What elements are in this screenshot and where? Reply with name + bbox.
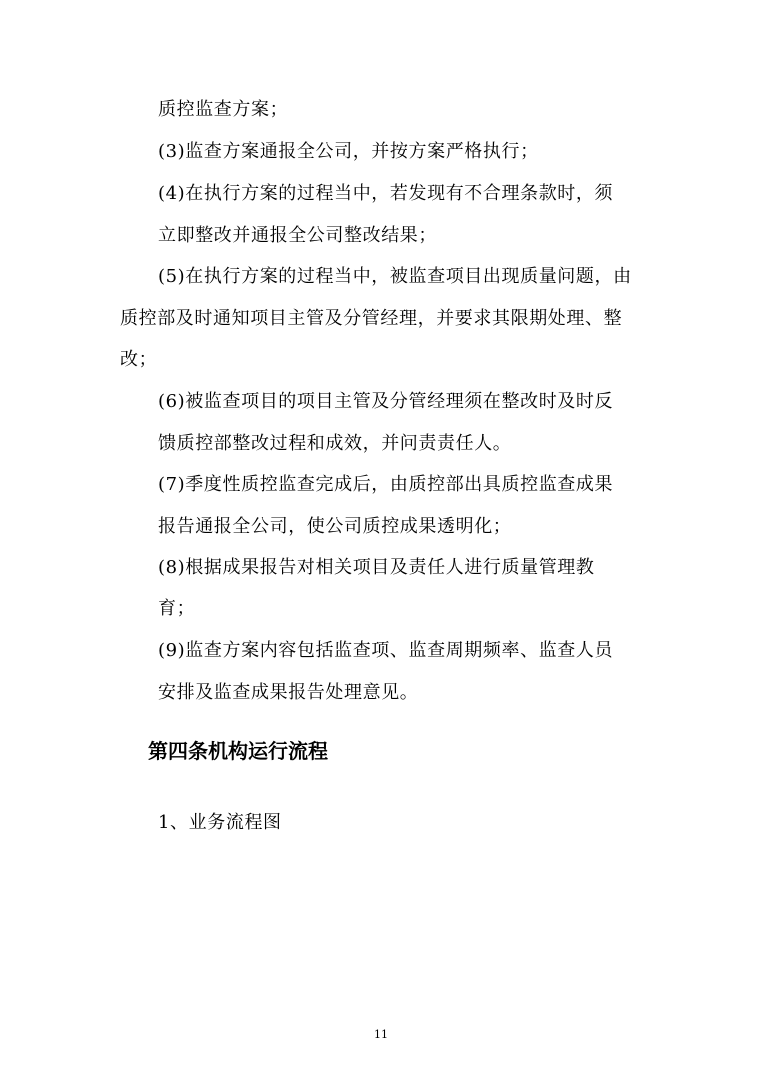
paragraph-line: 报告通报全公司，使公司质控成果透明化； bbox=[158, 516, 512, 537]
subheading: 1、业务流程图 bbox=[158, 812, 282, 833]
paragraph-line: 立即整改并通报全公司整改结果； bbox=[158, 225, 437, 246]
paragraph-line: (5)在执行方案的过程当中，被监查项目出现质量问题，由 bbox=[158, 266, 632, 287]
page-number: 11 bbox=[374, 1028, 388, 1041]
paragraph-line: 馈质控部整改过程和成效，并问责责任人。 bbox=[158, 433, 512, 454]
paragraph-line: (4)在执行方案的过程当中，若发现有不合理条款时，须 bbox=[158, 183, 614, 204]
paragraph-line: (6)被监查项目的项目主管及分管经理须在整改时及时反 bbox=[158, 391, 614, 412]
paragraph-line: (7)季度性质控监查完成后，由质控部出具质控监查成果 bbox=[158, 474, 614, 495]
section-heading: 第四条机构运行流程 bbox=[148, 739, 328, 763]
paragraph-line: 质控监查方案； bbox=[158, 99, 289, 120]
paragraph-line: (8)根据成果报告对相关项目及责任人进行质量管理教 bbox=[158, 557, 595, 578]
paragraph-line: 质控部及时通知项目主管及分管经理，并要求其限期处理、整 bbox=[120, 308, 623, 329]
paragraph-line: (9)监查方案内容包括监查项、监查周期频率、监查人员 bbox=[158, 640, 614, 661]
paragraph-line: 育； bbox=[158, 598, 196, 619]
paragraph-line: 改； bbox=[120, 349, 158, 370]
paragraph-line: 安排及监查成果报告处理意见。 bbox=[158, 682, 419, 703]
paragraph-line: (3)监查方案通报全公司，并按方案严格执行； bbox=[158, 141, 539, 162]
